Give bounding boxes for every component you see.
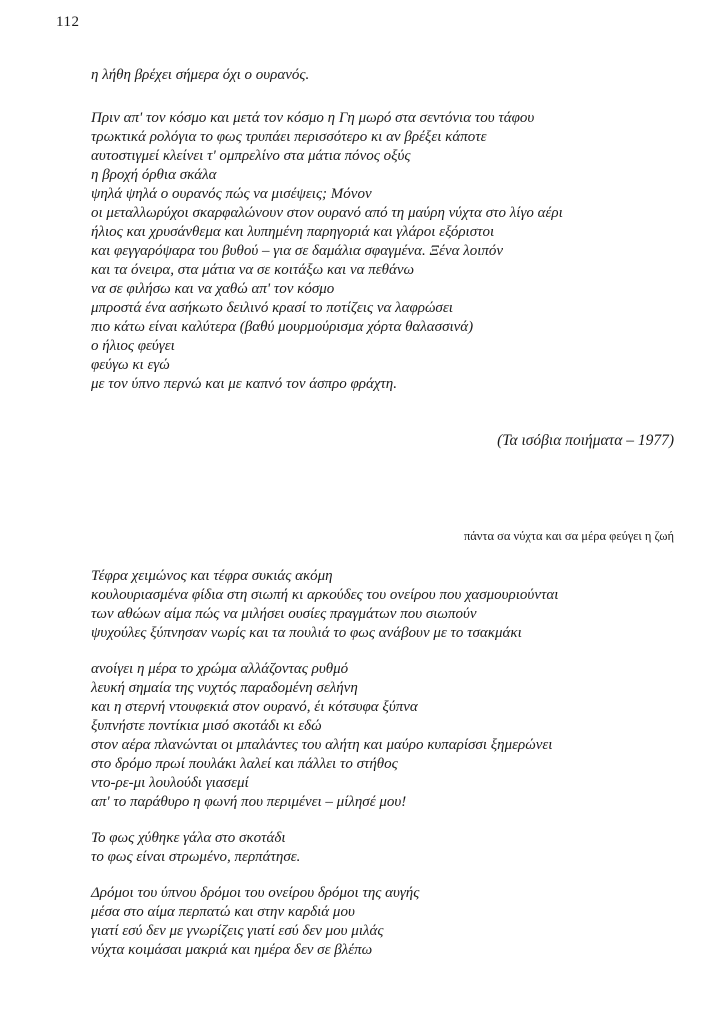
poem-line: ντο-ρε-μι λουλούδι γιασεμί — [91, 775, 249, 791]
poem-line: ψυχούλες ξύπνησαν νωρίς και τα πουλιά το φως ανάβουν με το τσακμάκι — [91, 625, 522, 641]
poem-line: κουλουριασμένα φίδια στη σιωπή κι αρκούδες του ονείρου που χασμουριούνται — [91, 587, 559, 603]
poem-line: η λήθη βρέχει σήμερα όχι ο ουρανός. — [91, 67, 310, 83]
poem-line: απ' το παράθυρο η φωνή που περιμένει – μίλησέ μου! — [91, 794, 407, 810]
poem-line: Τέφρα χειμώνος και τέφρα συκιάς ακόμη — [91, 568, 333, 584]
poem-line: Το φως χύθηκε γάλα στο σκοτάδι — [91, 830, 286, 846]
poem-line: μέσα στο αίμα περπατώ και στην καρδιά μου — [91, 904, 355, 920]
poem-line: τρωκτικά ρολόγια το φως τρυπάει περισσότερο κι αν βρέξει κάποτε — [91, 129, 487, 145]
poem-line: γιατί εσύ δεν με γνωρίζεις γιατί εσύ δεν μου μιλάς — [91, 923, 384, 939]
poem-line: το φως είναι στρωμένο, περπάτησε. — [91, 849, 301, 865]
poem1-opening — [91, 66, 309, 85]
poem-line: η βροχή όρθια σκάλα — [91, 167, 217, 183]
stanza-gap — [91, 812, 558, 829]
poem2-body — [91, 567, 558, 960]
poem-line: Πριν απ' τον κόσμο και μετά τον κόσμο η Γη μωρό στα σεντόνια του τάφου — [91, 110, 535, 126]
poem-line: οι μεταλλωρύχοι σκαρφαλώνουν στον ουρανό από τη μαύρη νύχτα στο λίγο αέρι — [91, 205, 563, 221]
poem1-attribution: (Τα ισόβια ποιήματα – 1977) — [497, 432, 674, 449]
poem-line: λευκή σημαία της νυχτός παραδομένη σελήνη — [91, 680, 358, 696]
poem-line: με τον ύπνο περνώ και με καπνό τον άσπρο φράχτη. — [91, 376, 397, 392]
poem-line: ανοίγει η μέρα το χρώμα αλλάζοντας ρυθμό — [91, 661, 349, 677]
poem-line: στο δρόμο πρωί πουλάκι λαλεί και πάλλει το στήθος — [91, 756, 398, 772]
poem-line: μπροστά ένα ασήκωτο δειλινό κρασί το ποτίζεις να λαφρώσει — [91, 300, 453, 316]
poem-line: και φεγγαρόψαρα του βυθού – για σε δαμάλια σφαγμένα. Ξένα λοιπόν — [91, 243, 504, 259]
poem-line: ψηλά ψηλά ο ουρανός πώς να μισέψεις; Μόνον — [91, 186, 372, 202]
poem-line: των αθώων αίμα πώς να μιλήσει ουσίες πραγμάτων που σιωπούν — [91, 606, 477, 622]
poem-line: ξυπνήστε ποντίκια μισό σκοτάδι κι εδώ — [91, 718, 322, 734]
poem-line: αυτοστιγμεί κλείνει τ' ομπρελίνο στα μάτια πόνος οξύς — [91, 148, 411, 164]
poem-line: ήλιος και χρυσάνθεμα και λυπημένη παρηγοριά και γλάροι εξόριστοι — [91, 224, 495, 240]
poem-line: φεύγω κι εγώ — [91, 357, 170, 373]
stanza-gap — [91, 643, 558, 660]
poem-line: να σε φιλήσω και να χαθώ απ' τον κόσμο — [91, 281, 335, 297]
poem-line: και η στερνή ντουφεκιά στον ουρανό, έι κότσυφα ξύπνα — [91, 699, 418, 715]
poem-line: στον αέρα πλανώνται οι μπαλάντες του αλήτη και μαύρο κυπαρίσσι ξημερώνει — [91, 737, 553, 753]
page-number: 112 — [56, 14, 80, 30]
stanza-gap — [91, 867, 558, 884]
poem-line: νύχτα κοιμάσαι μακριά και ημέρα δεν σε βλέπω — [91, 942, 373, 958]
poem-line: ο ήλιος φεύγει — [91, 338, 175, 354]
poem1-body — [91, 109, 563, 394]
poem-line: Δρόμοι του ύπνου δρόμοι του ονείρου δρόμοι της αυγής — [91, 885, 420, 901]
poem-line: πιο κάτω είναι καλύτερα (βαθύ μουρμούρισμα χόρτα θαλασσινά) — [91, 319, 474, 335]
poem2-epigraph: πάντα σα νύχτα και σα μέρα φεύγει η ζωή — [463, 529, 674, 543]
poem-line: και τα όνειρα, στα μάτια να σε κοιτάξω και να πεθάνω — [91, 262, 415, 278]
